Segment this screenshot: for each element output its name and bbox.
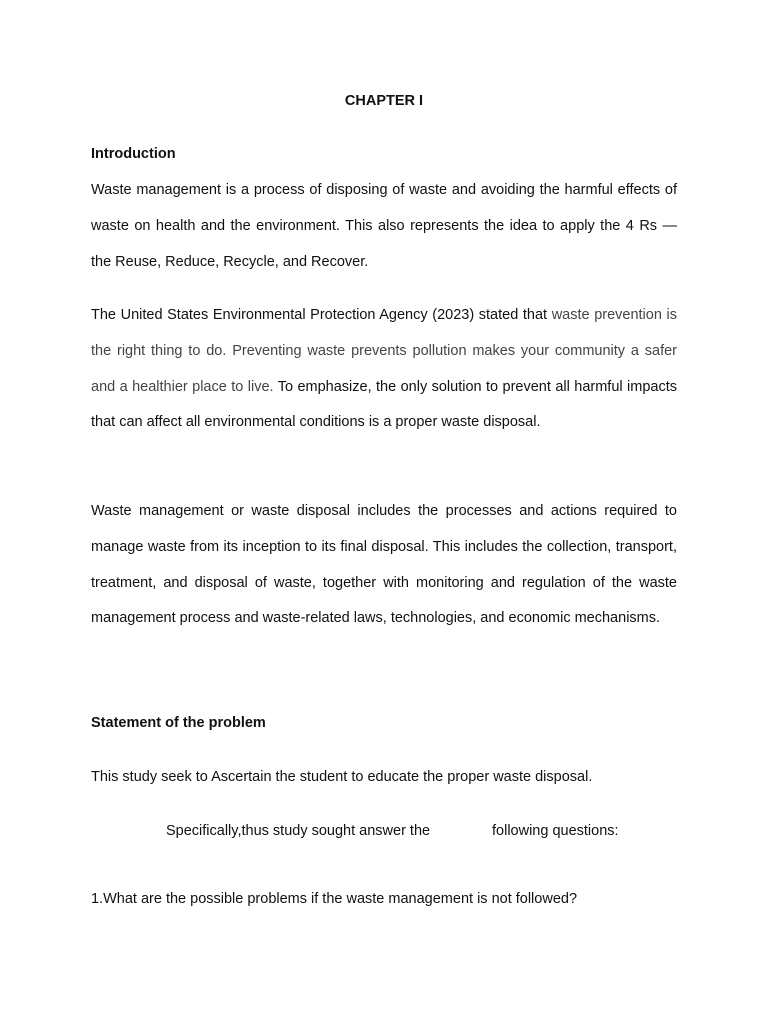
introduction-paragraph-3: Waste management or waste disposal includes the processes and actions required to manage waste from its inception to its final disposal. This includes the collection, transport, treatment, and disposal of waste, together with monitoring and regulation of the waste management process and waste-related laws, technologies, and economic mechanisms. [91, 503, 677, 627]
epa-quoted-text: waste prevention is the right thing to do. Preventing waste prevents pollution makes your community a safer and a healthier place to live. [91, 307, 678, 395]
statement-sentence: This study seek to Ascertain the student to educate the proper waste disposal. [91, 769, 593, 785]
specific-questions-continuation: following questions: [492, 823, 619, 839]
question-1: 1.What are the possible problems if the waste management is not followed? [91, 891, 578, 907]
emphasis-text: To emphasize, the only solution to prevent all harmful impacts that can affect all environmental conditions is a proper waste disposal. [91, 378, 677, 431]
introduction-paragraph-2 [91, 298, 677, 441]
chapter-title: CHAPTER I [344, 93, 424, 109]
specific-questions-intro: Specifically,thus study sought answer the [166, 823, 431, 839]
introduction-paragraph-1: Waste management is a process of disposing of waste and avoiding the harmful effects of waste on health and the environment. This also represents the idea to apply the 4 Rs — the Reuse, Reduce, Recycle, and Recover. [91, 182, 677, 270]
introduction-heading: Introduction [91, 146, 176, 162]
epa-citation-text: The United States Environmental Protection Agency (2023) stated that [91, 307, 552, 323]
statement-heading: Statement of the problem [91, 715, 266, 731]
